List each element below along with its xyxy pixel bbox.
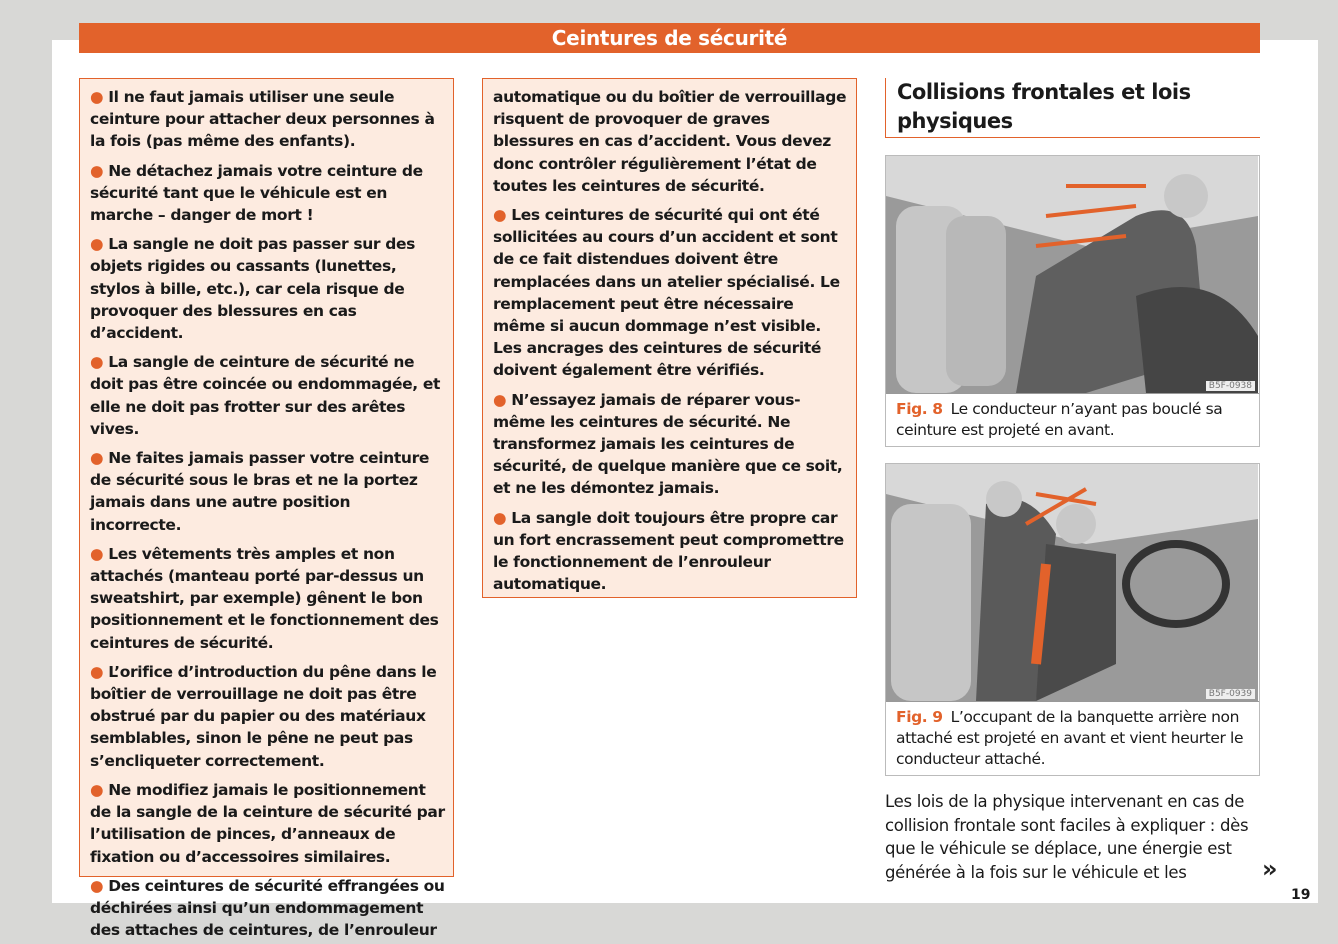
warning-text: Des ceintures de sécurité effrangées ou déchirées ainsi qu’un endommagement des attaches de ceintures, de l’enrouleur xyxy=(90,876,445,940)
warning-item xyxy=(493,389,848,500)
warning-text: Ne détachez jamais votre ceinture de sécurité tant que le véhicule est en marche – danger de mort ! xyxy=(90,161,423,225)
bullet-icon: ● xyxy=(90,780,104,799)
page-header: Ceintures de sécurité xyxy=(79,23,1260,53)
bullet-icon: ● xyxy=(90,876,104,895)
warning-item xyxy=(90,86,445,153)
bullet-icon: ● xyxy=(90,449,104,468)
warning-text: La sangle de ceinture de sécurité ne doit pas être coincée ou endommagée, et elle ne doit pas frotter sur des arêtes vives. xyxy=(90,353,441,438)
warning-text: L’orifice d’introduction du pêne dans le boîtier de verrouillage ne doit pas être obstrué par du papier ou des matériaux semblables, sinon le pêne ne peut pas s’encliqueter correctement. xyxy=(90,662,437,770)
page-number: 19 xyxy=(1291,887,1311,903)
warning-item xyxy=(90,543,445,654)
warning-item xyxy=(493,204,848,382)
continue-marker: » xyxy=(1262,855,1278,883)
bullet-icon: ● xyxy=(90,662,104,681)
warning-item xyxy=(90,661,445,772)
section-title: Collisions frontales et lois physiques xyxy=(885,78,1260,138)
warning-box-col2 xyxy=(482,78,857,598)
bullet-icon: ● xyxy=(493,390,507,409)
bullet-icon: ● xyxy=(90,161,104,180)
warning-item xyxy=(90,233,445,344)
figure-code: B5F-0938 xyxy=(1206,381,1255,391)
warning-item xyxy=(90,875,445,942)
warning-item xyxy=(90,447,445,536)
figure-code: B5F-0939 xyxy=(1206,689,1255,699)
warning-item xyxy=(90,351,445,440)
bullet-icon: ● xyxy=(90,353,104,372)
warning-text: Les vêtements très amples et non attachés (manteau porté par-dessus un sweatshirt, par exemple) gênent le bon positionnement et le fonctionnement des ceintures de sécurité. xyxy=(90,544,439,652)
warning-text: N’essayez jamais de réparer vous-même les ceintures de sécurité. Ne transformez jamais les ceintures de sécurité, de quelque manière que ce soit, et ne les démontez jamais. xyxy=(493,390,843,498)
bullet-icon: ● xyxy=(493,508,507,527)
warning-text: La sangle doit toujours être propre car un fort encrassement peut compromettre le fonctionnement de l’enrouleur automatique. xyxy=(493,508,844,594)
figure-9 xyxy=(885,463,1260,776)
warning-continuation: automatique ou du boîtier de verrouillage risquent de provoquer de graves blessures en cas d’accident. Vous devez donc contrôler régulièrement l’état de toutes les ceintures de sécurité. xyxy=(493,88,847,195)
figure-number: Fig. 8 xyxy=(896,400,943,418)
warning-text: Ne faites jamais passer votre ceinture de sécurité sous le bras et ne la portez jamais dans une autre position incorrecte. xyxy=(90,449,430,534)
bullet-icon: ● xyxy=(493,206,507,225)
warning-text: La sangle ne doit pas passer sur des objets rigides ou cassants (lunettes, stylos à bille, etc.), car cela risque de provoquer des blessures en cas d’accident. xyxy=(90,235,416,343)
body-paragraph: Les lois de la physique intervenant en cas de collision frontale sont faciles à expliquer : dès que le véhicule se déplace, une énergie est générée à la fois sur le véhicule et les xyxy=(885,792,1249,882)
figure-8 xyxy=(885,155,1260,447)
bullet-icon: ● xyxy=(90,235,104,254)
warning-text: Ne modifiez jamais le positionnement de la sangle de la ceinture de sécurité par l’utilisation de pinces, d’anneaux de fixation ou d’accessoires similaires. xyxy=(90,780,445,866)
caption-text: L’occupant de la banquette arrière non attaché est projeté en avant et vient heurter le conducteur attaché. xyxy=(896,708,1244,768)
caption-text: Le conducteur n’ayant pas bouclé sa ceinture est projeté en avant. xyxy=(896,400,1223,439)
figure-number: Fig. 9 xyxy=(896,708,943,726)
driver-collision-illustration xyxy=(886,156,1258,393)
warning-text: Les ceintures de sécurité qui ont été sollicitées au cours d’un accident et sont de ce fait distendues doivent être remplacées dans un atelier spécialisé. Le remplacement peut être nécessaire même si aucun dommage n’est visible. Les ancrages des ceintures de sécurité doivent également être vérifiés. xyxy=(493,206,840,380)
warning-item xyxy=(90,160,445,227)
bullet-icon: ● xyxy=(90,544,104,563)
warning-item xyxy=(493,507,848,596)
warning-text: Il ne faut jamais utiliser une seule ceinture pour attacher deux personnes à la fois (pas même des enfants). xyxy=(90,88,435,151)
warning-box-col1 xyxy=(79,78,454,940)
bullet-icon: ● xyxy=(90,88,104,106)
rear-passenger-collision-illustration xyxy=(886,464,1258,701)
warning-item xyxy=(90,779,445,868)
figure-caption xyxy=(886,393,1259,446)
figure-caption xyxy=(886,701,1259,775)
